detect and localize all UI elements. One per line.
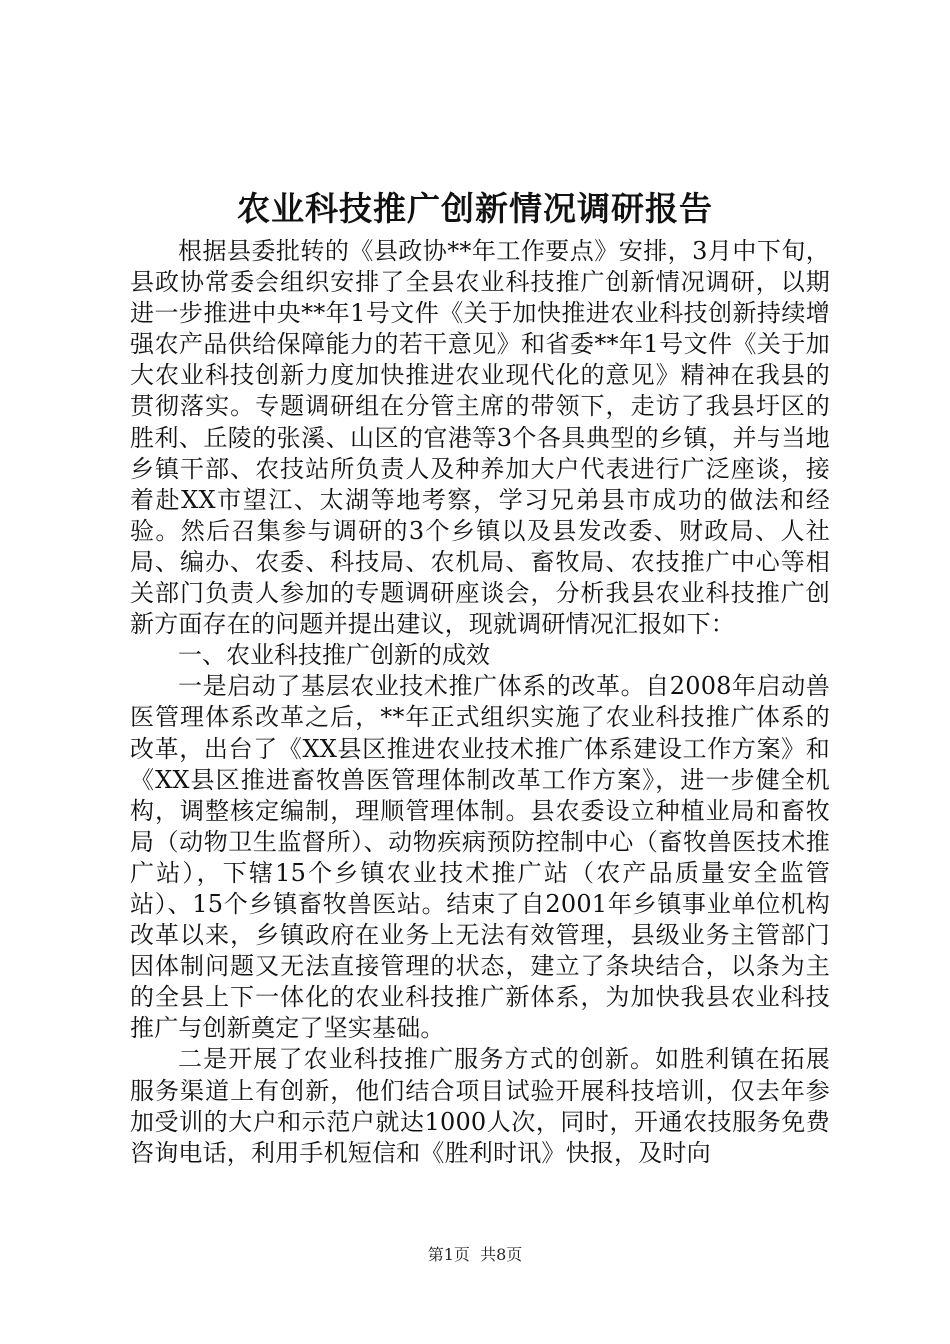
- body-paragraph: 一是启动了基层农业技术推广体系的改革。自2008年启动兽医管理体系改革之后，**年正式组织实施了农业科技推广体系的改革，出台了《XX县区推进农业技术推广体系建设工作方案》和《XX县区推进畜牧兽医管理体制改革工作方案》，进一步健全机构，调整核定编制，理顺管理体制。县农委设立种植业局和畜牧局（动物卫生监督所）、动物疾病预防控制中心（畜牧兽医技术推广站），下辖15个乡镇农业技术推广站（农产品质量安全监管站）、15个乡镇畜牧兽医站。结束了自2001年乡镇事业单位机构改革以来，乡镇政府在业务上无法有效管理，县级业务主管部门因体制问题又无法直接管理的状态，建立了条块结合，以条为主的全县上下一体化的农业科技推广新体系，为加快我县农业科技推广与创新奠定了坚实基础。: [130, 672, 830, 1043]
- page-number: 第1页: [427, 1245, 470, 1264]
- page-total: 共8页: [480, 1245, 523, 1264]
- body-paragraph: 二是开展了农业科技推广服务方式的创新。如胜利镇在拓展服务渠道上有创新，他们结合项目试验开展科技培训，仅去年参加受训的大户和示范户就达1000人次，同时，开通农技服务免费咨询电话，利用手机短信和《胜利时讯》快报，及时向: [130, 1045, 830, 1167]
- page-footer: [0, 1244, 950, 1266]
- document-body: [130, 236, 830, 1169]
- section-heading: 一、农业科技推广创新的成效: [178, 641, 490, 670]
- document-title: 农业科技推广创新情况调研报告: [237, 189, 713, 228]
- intro-paragraph: 根据县委批转的《县政协**年工作要点》安排，3月中下旬，县政协常委会组织安排了全县农业科技推广创新情况调研，以期进一步推进中央**年1号文件《关于加快推进农业科技创新持续增强农产品供给保障能力的若干意见》和省委**年1号文件《关于加大农业科技创新力度加快推进农业现代化的意见》精神在我县的贯彻落实。专题调研组在分管主席的带领下，走访了我县圩区的胜利、丘陵的张溪、山区的官港等3个各具典型的乡镇，并与当地乡镇干部、农技站所负责人及种养加大户代表进行广泛座谈，接着赴XX市望江、太湖等地考察，学习兄弟县市成功的做法和经验。然后召集参与调研的3个乡镇以及县发改委、财政局、人社局、编办、农委、科技局、农机局、畜牧局、农技推广中心等相关部门负责人参加的专题调研座谈会，分析我县农业科技推广创新方面存在的问题并提出建议，现就调研情况汇报如下：: [130, 237, 830, 639]
